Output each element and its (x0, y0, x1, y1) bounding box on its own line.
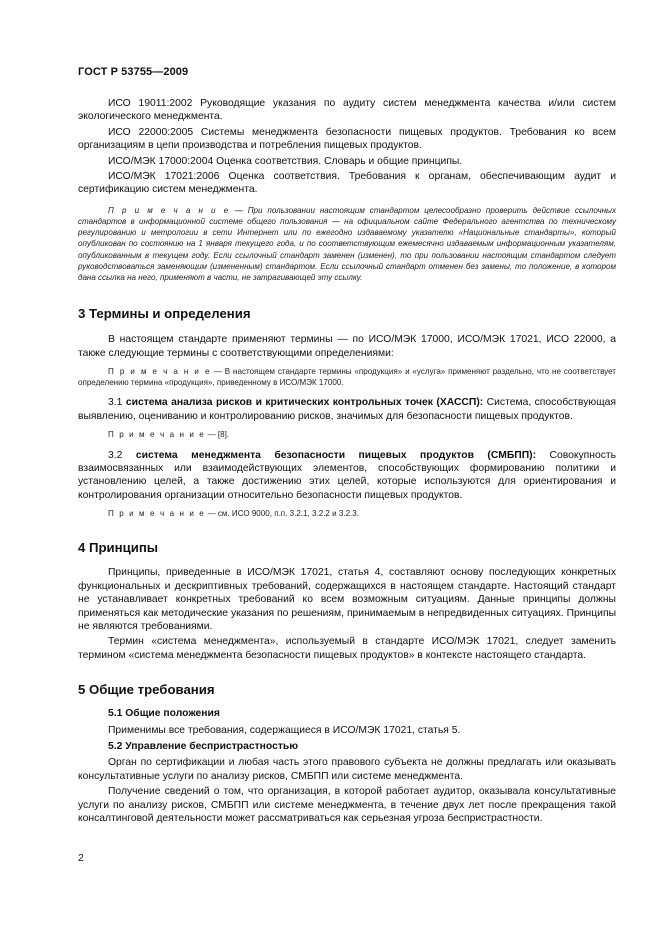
reference-iso-17000: ИСО/МЭК 17000:2004 Оценка соответствия. Словарь и общие принципы. (108, 155, 463, 167)
subsection-5-2-paragraph-2: Получение сведений о том, что организация, в которой работает аудитор, оказывала консультативные услуги по анализу рисков, СМБПП или системе менеджмента, в течение двух лет после прекращения такой консалтинговой деятельности может рассматриваться как серьезная угроза беспристрастности. (78, 786, 616, 825)
term-3-1-note (78, 429, 616, 440)
reference-iso-22000: ИСО 22000:2005 Системы менеджмента безопасности пищевых продуктов. Требования ко всем организациям в цепи производства и потребления пищевых продуктов. (78, 126, 616, 152)
section-3-intro: В настоящем стандарте применяют термины — по ИСО/МЭК 17000, ИСО/МЭК 17021, ИСО 22000, а также следующие термины с соответствующими определениями: (78, 334, 616, 359)
reference-iso-19011: ИСО 19011:2002 Руководящие указания по аудиту систем менеджмента качества и/или систем экологического менеджмента. (78, 98, 616, 123)
subsection-5-1-paragraph: Применимы все требования, содержащиеся в ИСО/МЭК 17021, статья 5. (108, 724, 461, 736)
subsection-5-1-heading: 5.1 Общие положения (108, 708, 220, 720)
term-3-1 (78, 396, 616, 423)
references-note (78, 205, 616, 283)
document-header: ГОСТ Р 53755—2009 (78, 66, 189, 78)
note-label: П р и м е ч а н и е (108, 205, 230, 215)
term-definition: Система, способствующая выявлению, оцениванию и контролированию рисков, значимых для безопасности пищевых продуктов. (78, 397, 616, 422)
subsection-5-2-paragraph-1: Орган по сертификации и любая часть этого правового субъекта не должны предлагать или оказывать консультативные услуги по анализу рисков, СМБПП или системе менеджмента. (78, 757, 616, 782)
page-content (78, 97, 616, 825)
note-label: П р и м е ч а н и е (108, 509, 206, 519)
section-4-heading: 4 Принципы (78, 540, 159, 556)
section-3-heading: 3 Термины и определения (78, 306, 251, 322)
note-text: — [8]. (205, 430, 230, 440)
term-3-2-note (78, 508, 616, 519)
note-label: П р и м е ч а н и е (108, 367, 212, 377)
section-3-note (78, 366, 616, 388)
term-number: 3.1 (108, 397, 123, 409)
note-label: П р и м е ч а н и е (108, 430, 206, 440)
term-name: система менеджмента безопасности пищевых продуктов (СМБПП): (135, 449, 537, 461)
reference-iso-17021: ИСО/МЭК 17021:2006 Оценка соответствия. Требования к органам, обеспечивающим аудит и сертификацию систем менеджмента. (78, 171, 616, 196)
subsection-5-2-heading: 5.2 Управление беспристрастностью (108, 740, 299, 752)
note-text: — см. ИСО 9000, п.п. 3.2.1, 3.2.2 и 3.2.3. (205, 509, 359, 519)
section-4-paragraph-2: Термин «система менеджмента», используемый в стандарте ИСО/МЭК 17021, следует заменить термином «система менеджмента безопасности пищевых продуктов» в контексте настоящего стандарта. (78, 636, 616, 661)
term-definition: Совокупность взаимосвязанных или взаимодействующих элементов, способствующих формированию политики и установлению целей, а также достижению этих целей, которые используются для ориентирования и контролирования организации относительно безопасности пищевых продуктов. (78, 449, 617, 501)
page-number: 2 (78, 852, 84, 864)
note-text: — В настоящем стандарте термины «продукция» и «услуга» применяют раздельно, что не соответствует определению термина «продукция», приведенному в ИСО/МЭК 17000. (78, 367, 616, 388)
note-text: — При пользовании настоящим стандартом целесообразно проверить действие ссылочных стандартов в информационной системе общего пользования — на официальном сайте Федерального агентства по техническому регулированию и метрологии в сети Интернет или по ежегодно издаваемому указателю «Национальные стандарты», который опубликован по состоянию на 1 января текущего года, и по соответствующим ежемесячно издаваемым информационным указателям, опубликованным в текущем году. Если ссылочный стандарт заменен (изменен), то при пользовании настоящим стандартом следует руководствоваться заменяющим (измененным) стандартом. Если ссылочный стандарт отменен без замены, то положение, в котором дана ссылка на него, применяют в части, не затрагивающей эту ссылку. (78, 205, 616, 283)
section-5-heading: 5 Общие требования (78, 682, 215, 698)
term-name: система анализа рисков и критических контрольных точек (ХАССП): (125, 397, 484, 409)
term-number: 3.2 (108, 449, 123, 461)
term-3-2 (78, 449, 616, 503)
section-4-paragraph-1: Принципы, приведенные в ИСО/МЭК 17021, статья 4, составляют основу последующих конкретных функциональных и дескриптивных требований, содержащихся в настоящем стандарте. Настоящий стандарт не устанавливает конкретных требований ко всем возможным ситуациям. Данные принципы должны применяться как методические указания по решениям, принимаемым в непредвиденных ситуациях. Принципы не являются требованиями. (78, 567, 616, 632)
